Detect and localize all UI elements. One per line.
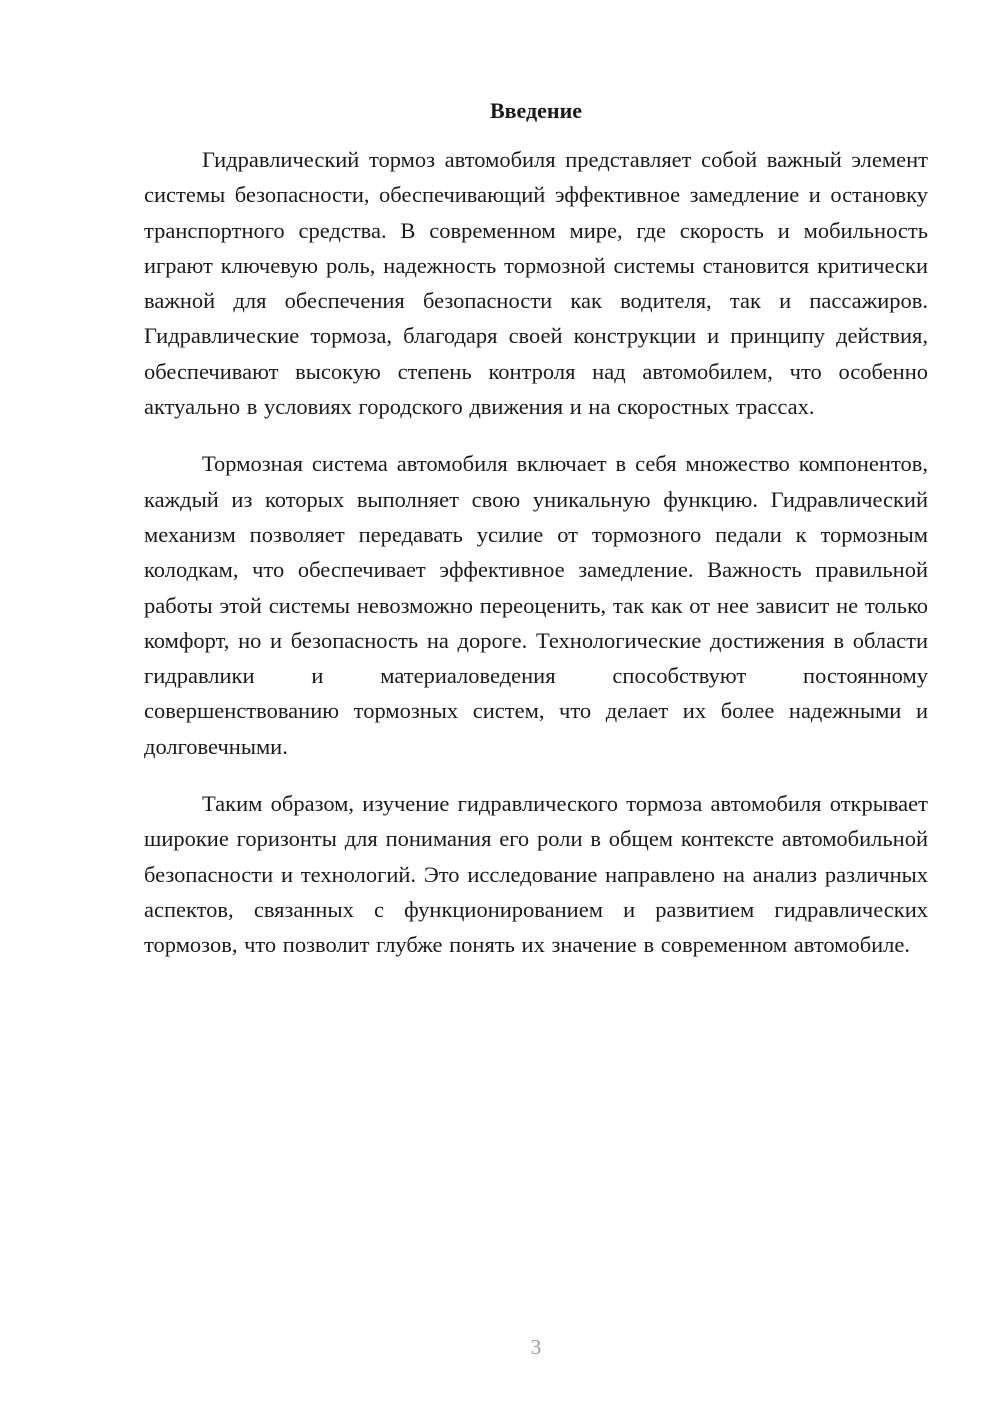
page-number: 3	[530, 1335, 542, 1359]
paragraph-2: Тормозная система автомобиля включает в себя множество компонентов, каждый из которых выполняет свою уникальную функцию. Гидравлический механизм позволяет передавать усилие от тормозного педали к тормозным колодкам, что обеспечивает эффективное замедление. Важность правильной работы этой системы невозможно переоценить, так как от нее зависит не только комфорт, но и безопасность на дороге. Технологические достижения в области гидравлики и материаловедения способствуют постоянному совершенствованию тормозных систем, что делает их более надежными и долговечными.	[144, 451, 928, 759]
body-text	[144, 142, 928, 985]
section-heading: Введение	[489, 98, 583, 123]
paragraph-1: Гидравлический тормоз автомобиля представляет собой важный элемент системы безопасности, обеспечивающий эффективное замедление и остановку транспортного средства. В современном мире, где скорость и мобильность играют ключевую роль, надежность тормозной системы становится критически важной для обеспечения безопасности как водителя, так и пассажиров. Гидравлические тормоза, благодаря своей конструкции и принципу действия, обеспечивают высокую степень контроля над автомобилем, что особенно актуально в условиях городского движения и на скоростных трассах.	[144, 147, 928, 420]
paragraph-3: Таким образом, изучение гидравлического тормоза автомобиля открывает широкие горизонты для понимания его роли в общем контексте автомобильной безопасности и технологий. Это исследование направлено на анализ различных аспектов, связанных с функционированием и развитием гидравлических тормозов, что позволит глубже понять их значение в современном автомобиле.	[144, 791, 928, 958]
